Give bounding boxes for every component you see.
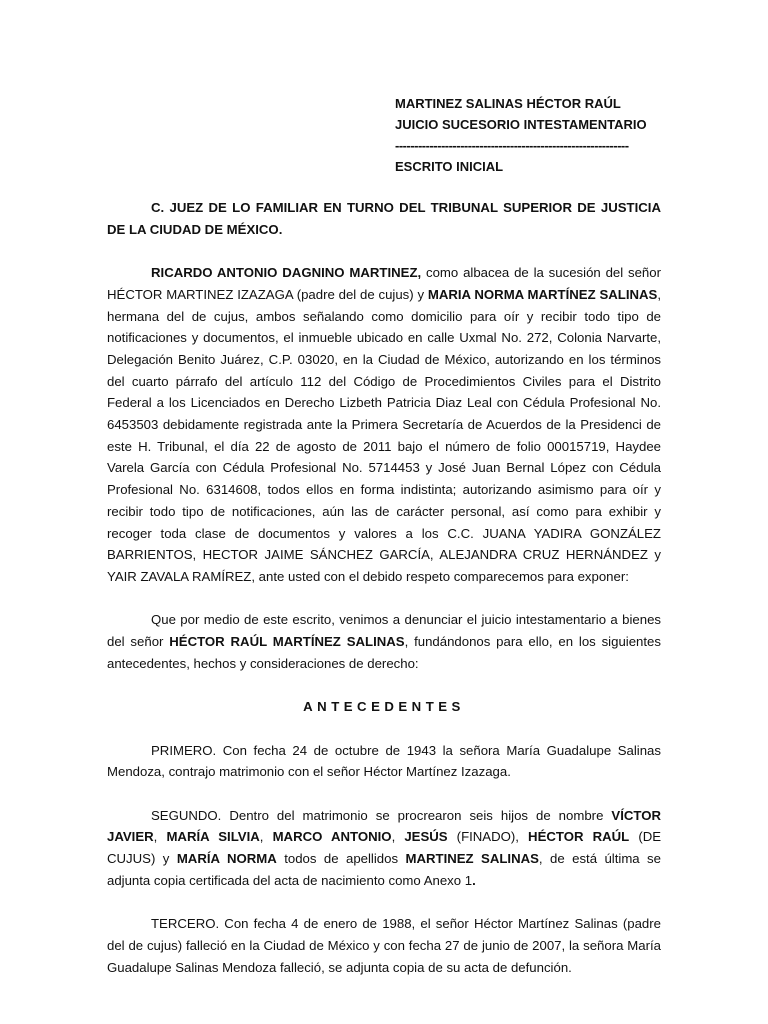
- purpose-text-2: , fundándonos para ello, en los siguientes antecedentes, hechos y consideraciones de derecho:: [107, 634, 661, 671]
- addressee-paragraph: C. JUEZ DE LO FAMILIAR EN TURNO DEL TRIBUNAL SUPERIOR DE JUSTICIA DE LA CIUDAD DE MÉXICO.: [107, 200, 661, 237]
- child-name: MARÍA SILVIA: [166, 829, 260, 845]
- segundo-text: ,: [153, 829, 167, 845]
- segundo-text: , de está última se adjunta copia certificada del acta de nacimiento como Anexo 1: [107, 851, 661, 888]
- case-party-name: MARTINEZ SALINAS HÉCTOR RAÚL: [395, 96, 621, 111]
- child-name: MARCO ANTONIO: [272, 829, 392, 845]
- segundo-text: ,: [259, 829, 273, 845]
- child-name: JESÚS: [404, 829, 448, 845]
- segundo-text: (DE CUJUS) y: [107, 829, 662, 867]
- intro-paragraph: [107, 262, 661, 588]
- segundo-text: todos de apellidos: [276, 851, 406, 867]
- segundo-text: (FINADO),: [447, 829, 529, 845]
- segundo-period: .: [472, 872, 476, 888]
- section-title: ANTECEDENTES: [303, 699, 465, 715]
- case-heading: [395, 93, 655, 177]
- intro-text-1: como albacea de la sucesión del señor HÉCTOR MARTINEZ IZAZAGA (padre del de cujus) y: [107, 265, 661, 302]
- document-type: ESCRITO INICIAL: [395, 159, 504, 174]
- child-name: HÉCTOR RAÚL: [528, 829, 630, 845]
- heading-divider: -------------------------------------------------------------: [395, 138, 629, 153]
- tercero-paragraph: TERCERO. Con fecha 4 de enero de 1988, el señor Héctor Martínez Salinas (padre del de cujus) falleció en la Ciudad de México y con fecha 27 de junio de 2007, la señora María Guadalupe Salinas Mendoza falleció, se adjunta copia de su acta de defunción.: [107, 916, 661, 975]
- case-type: JUICIO SUCESORIO INTESTAMENTARIO: [395, 117, 647, 132]
- segundo-text: SEGUNDO. Dentro del matrimonio se procrearon seis hijos de nombre: [151, 807, 612, 823]
- child-name: MARÍA NORMA: [176, 851, 277, 867]
- document-body: [107, 197, 661, 1000]
- segundo-text: ,: [391, 829, 405, 845]
- segundo-paragraph: [107, 805, 661, 892]
- purpose-text-1: Que por medio de este escrito, venimos a denunciar el juicio intestamentario a bienes del señor: [107, 612, 661, 650]
- sister-name: MARIA NORMA MARTÍNEZ SALINAS: [427, 286, 658, 302]
- intro-text-2: , hermana del de cujus, ambos señalando como domicilio para oír y recibir todo tipo de notificaciones y documentos, el inmueble ubicado en calle Uxmal No. 272, Colonia Narvarte, Delegación Benito Juárez, C.P. 03020, en la Ciudad de México, autorizando en los términos del cuarto párrafo del artículo 112 del Código de Procedimientos Civiles para el Distrito Federal a los Licenciados en Derecho Lizbeth Patricia Diaz Leal con Cédula Profesional No. 6453503 debidamente registrada ante la Primera Secretaría de Acuerdos de la Presidenci de este H. Tribunal, el día 22 de agosto de 2011 bajo el número de folio 00015719, Haydee Varela García con Cédula Profesional No. 5714453 y José Juan Bernal López con Cédula Profesional No. 6314608, todos ellos en forma indistinta; autorizando asimismo para oír y recibir todo tipo de notificaciones, aún las de carácter personal, así como para exhibir y recoger toda clase de documentos y valores a los C.C. JUANA YADIRA GONZÁLEZ BARRIENTOS, HECTOR JAIME SÁNCHEZ GARCÍA, ALEJANDRA CRUZ HERNÁNDEZ y YAIR ZAVALA RAMÍREZ, ante usted con el debido respeto comparecemos para exponer:: [107, 286, 661, 584]
- primero-paragraph: PRIMERO. Con fecha 24 de octubre de 1943 la señora María Guadalupe Salinas Mendoza, contrajo matrimonio con el señor Héctor Martínez Izazaga.: [107, 742, 661, 780]
- decedent-name: HÉCTOR RAÚL MARTÍNEZ SALINAS: [169, 634, 405, 650]
- family-surname: MARTINEZ SALINAS: [405, 851, 539, 867]
- child-name: VÍCTOR JAVIER: [107, 807, 661, 845]
- albacea-name: RICARDO ANTONIO DAGNINO MARTINEZ,: [151, 265, 422, 281]
- purpose-paragraph: [107, 609, 661, 674]
